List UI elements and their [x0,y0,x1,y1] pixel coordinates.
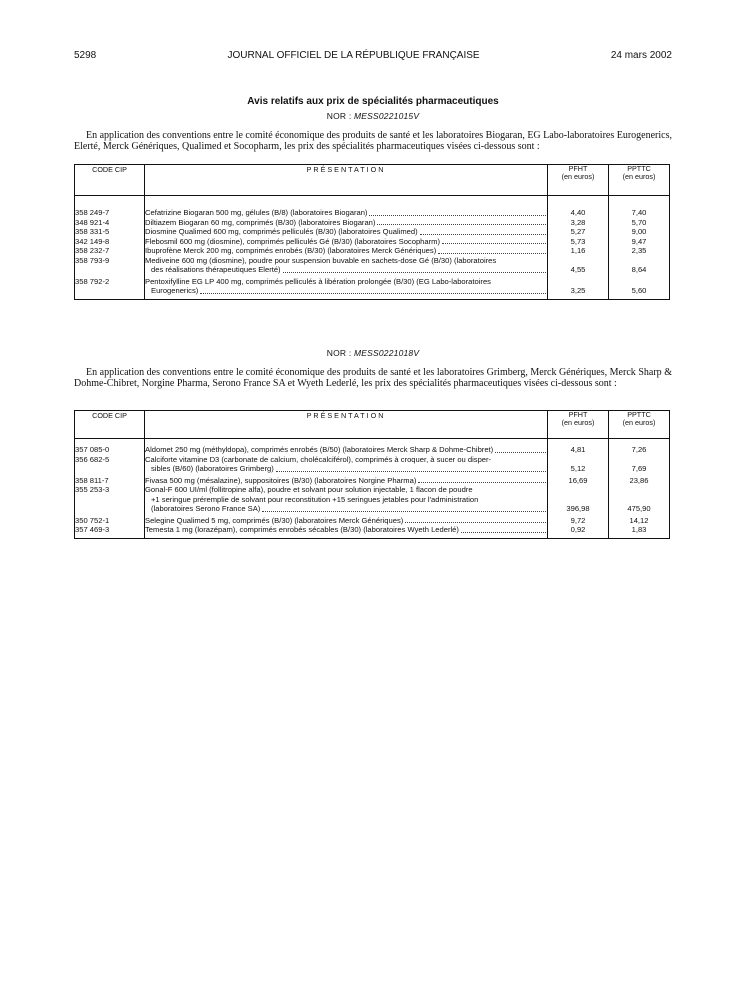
ppttc-value: 5,70 [631,217,647,227]
ppttc-value: 14,12 [629,515,649,525]
presentation-line: Mediveine 600 mg (diosmine), poudre pour suspension buvable en sachets-dose Gé (B/30) (laboratoires [145,255,497,265]
cip-code: 355 253-3 [75,485,145,514]
column-header-ppttc [609,165,670,196]
presentation-line: Fivasa 500 mg (mésalazine), suppositoires (B/30) (laboratoires Norgine Pharma) [145,475,417,485]
pfht-value: 0,92 [570,525,586,534]
pfht-value: 9,72 [570,515,586,525]
leader-dots [418,482,546,483]
pfht-value: 16,69 [568,475,588,485]
table-row [75,227,670,237]
leader-dots [442,243,546,244]
pfht-value: 4,81 [570,445,586,454]
column-header-ppttc [609,411,670,439]
cip-code: 357 085-0 [75,445,145,455]
leader-dots [369,215,546,216]
publication-date: 24 mars 2002 [610,50,672,61]
presentation-cell [145,516,548,526]
pfht-unit: (en euros) [561,172,595,181]
price-table-2 [74,410,670,539]
leader-dots [438,253,546,254]
table-row [75,218,670,228]
cip-code: 350 752-1 [75,516,145,526]
column-header-pfht [548,411,609,439]
presentation-line: Aldomet 250 mg (méthyldopa), comprimés enrobés (B/50) (laboratoires Merck Sharp & Dohme-Chibret) [145,445,494,454]
ppttc-label: PPTTC [627,410,651,419]
ppttc-value: 9,00 [631,227,647,236]
presentation-cell [145,256,548,275]
cip-code: 357 469-3 [75,525,145,535]
ppttc-value: 475,90 [627,504,651,513]
nor-prefix: NOR : [326,111,352,121]
pfht-value: 4,55 [570,265,586,274]
page-header [74,50,672,61]
page-number: 5298 [74,50,97,61]
cip-code: 358 793-9 [75,256,145,275]
nor-prefix: NOR : [326,348,352,358]
leader-dots [377,224,546,225]
pfht-unit: (en euros) [561,418,595,427]
presentation-line: Calciforte vitamine D3 (carbonate de calcium, cholécalciférol), comprimés à croquer, à sucer ou disper- [145,454,492,464]
column-header-pfht [548,165,609,196]
leader-dots [276,471,546,472]
table-row [75,246,670,256]
presentation-cell [145,246,548,256]
presentation-line: Flebosmil 600 mg (diosmine), comprimés pelliculés Gé (B/30) (laboratoires Socopharm) [145,236,440,246]
column-header-code: CODE CIP [75,411,145,439]
nor-code: MESS0221018V [353,348,420,358]
presentation-line: Selegine Qualimed 5 mg, comprimés (B/30) (laboratoires Merck Génériques) [145,515,404,525]
presentation-line: Diosmine Qualimed 600 mg, comprimés pelliculés (B/30) (laboratoires Qualimed) [145,227,418,236]
intro-paragraph-1: En application des conventions entre le comité économique des produits de santé et les laboratoires Biogaran, EG Labo-laboratoires Eurogenerics, Elerté, Merck Génériques, Qualimed et Socopharm, les prix des spécialités pharmaceutiques visées ci-dessous sont : [74,130,672,152]
pfht-value: 5,73 [570,236,586,246]
leader-dots [200,293,546,294]
leader-dots [461,532,546,533]
leader-dots [420,234,546,235]
nor-code: MESS0221015V [353,111,420,121]
presentation-cell [145,525,548,535]
presentation-line: des réalisations thérapeutiques Elerté) [151,265,281,274]
table-row [75,455,670,474]
presentation-line: Gonal-F 600 UI/ml (follitropine alfa), poudre et solvant pour solution injectable, 1 flacon de poudre [145,485,473,494]
nor-reference-2 [74,348,672,358]
presentation-cell [145,476,548,486]
table-row [75,208,670,218]
ppttc-value: 8,64 [631,265,647,274]
nor-reference-1 [74,111,672,121]
pfht-value: 396,98 [566,504,590,513]
table-row [75,476,670,486]
presentation-cell [145,455,548,474]
cip-code: 358 811-7 [75,476,145,486]
column-header-presentation: PRÉSENTATION [145,411,548,439]
presentation-line: Diltiazem Biogaran 60 mg, comprimés (B/30) (laboratoires Biogaran) [145,217,376,227]
ppttc-value: 9,47 [631,236,647,246]
pfht-value: 3,28 [570,217,586,227]
leader-dots [495,452,546,453]
cip-code: 348 921-4 [75,218,145,228]
price-table-1 [74,164,670,300]
journal-title: JOURNAL OFFICIEL DE LA RÉPUBLIQUE FRANÇAISE [227,50,480,61]
pfht-label: PFHT [568,164,588,173]
intro-paragraph-2: En application des conventions entre le comité économique des produits de santé et les laboratoires Grimberg, Merck Génériques, Merck Sharp & Dohme-Chibret, Norgine Pharma, Serono France SA et Wyeth Lederlé, les prix des spécialités pharmaceutiques visées ci-dessous sont : [74,367,672,389]
pfht-value: 4,40 [570,208,586,217]
pfht-value: 1,16 [570,246,586,255]
pfht-value: 3,25 [570,286,586,295]
column-header-presentation: PRÉSENTATION [145,165,548,196]
presentation-cell [145,218,548,228]
cip-code: 358 249-7 [75,208,145,218]
cip-code: 342 149-8 [75,237,145,247]
table-row [75,525,670,535]
presentation-line: Cefatrizine Biogaran 500 mg, gélules (B/8) (laboratoires Biogaran) [145,208,368,217]
cip-code: 358 232-7 [75,246,145,256]
column-header-code: CODE CIP [75,165,145,196]
leader-dots [262,511,546,512]
presentation-cell [145,445,548,455]
ppttc-unit: (en euros) [622,418,656,427]
presentation-line: Eurogenerics) [151,286,199,295]
ppttc-value: 7,40 [631,208,647,217]
presentation-line: sibles (B/60) (laboratoires Grimberg) [151,464,274,473]
ppttc-unit: (en euros) [622,172,656,181]
ppttc-value: 7,69 [631,464,647,473]
table-row [75,237,670,247]
ppttc-label: PPTTC [627,164,651,173]
presentation-line: Temesta 1 mg (lorazépam), comprimés enrobés sécables (B/30) (laboratoires Wyeth Lederlé) [145,525,459,534]
presentation-cell [145,227,548,237]
pfht-value: 5,12 [570,464,586,473]
leader-dots [283,272,546,273]
presentation-cell [145,208,548,218]
ppttc-value: 7,26 [631,445,647,454]
presentation-cell [145,237,548,247]
presentation-cell [145,485,548,514]
pfht-value: 5,27 [570,227,586,236]
ppttc-value: 5,60 [631,286,647,295]
presentation-line: +1 seringue préremplie de solvant pour reconstitution +15 seringues jetables pour l'administration [151,494,479,504]
table-row [75,445,670,455]
pfht-label: PFHT [568,410,588,419]
ppttc-value: 23,86 [629,475,649,485]
leader-dots [405,522,546,523]
page-title: Avis relatifs aux prix de spécialités pharmaceutiques [247,96,499,107]
ppttc-value: 1,83 [631,525,647,534]
table-row [75,277,670,296]
cip-code: 358 792-2 [75,277,145,296]
presentation-line: (laboratoires Serono France SA) [151,504,261,513]
ppttc-value: 2,35 [631,246,647,255]
presentation-cell [145,277,548,296]
table-row [75,485,670,514]
presentation-line: Ibuprofène Merck 200 mg, comprimés enrobés (B/30) (laboratoires Merck Génériques) [145,246,437,255]
cip-code: 356 682-5 [75,455,145,474]
presentation-line: Pentoxifylline EG LP 400 mg, comprimés pelliculés à libération prolongée (B/30) (EG Labo-laboratoires [145,276,491,286]
cip-code: 358 331-5 [75,227,145,237]
table-row [75,256,670,275]
table-row [75,516,670,526]
